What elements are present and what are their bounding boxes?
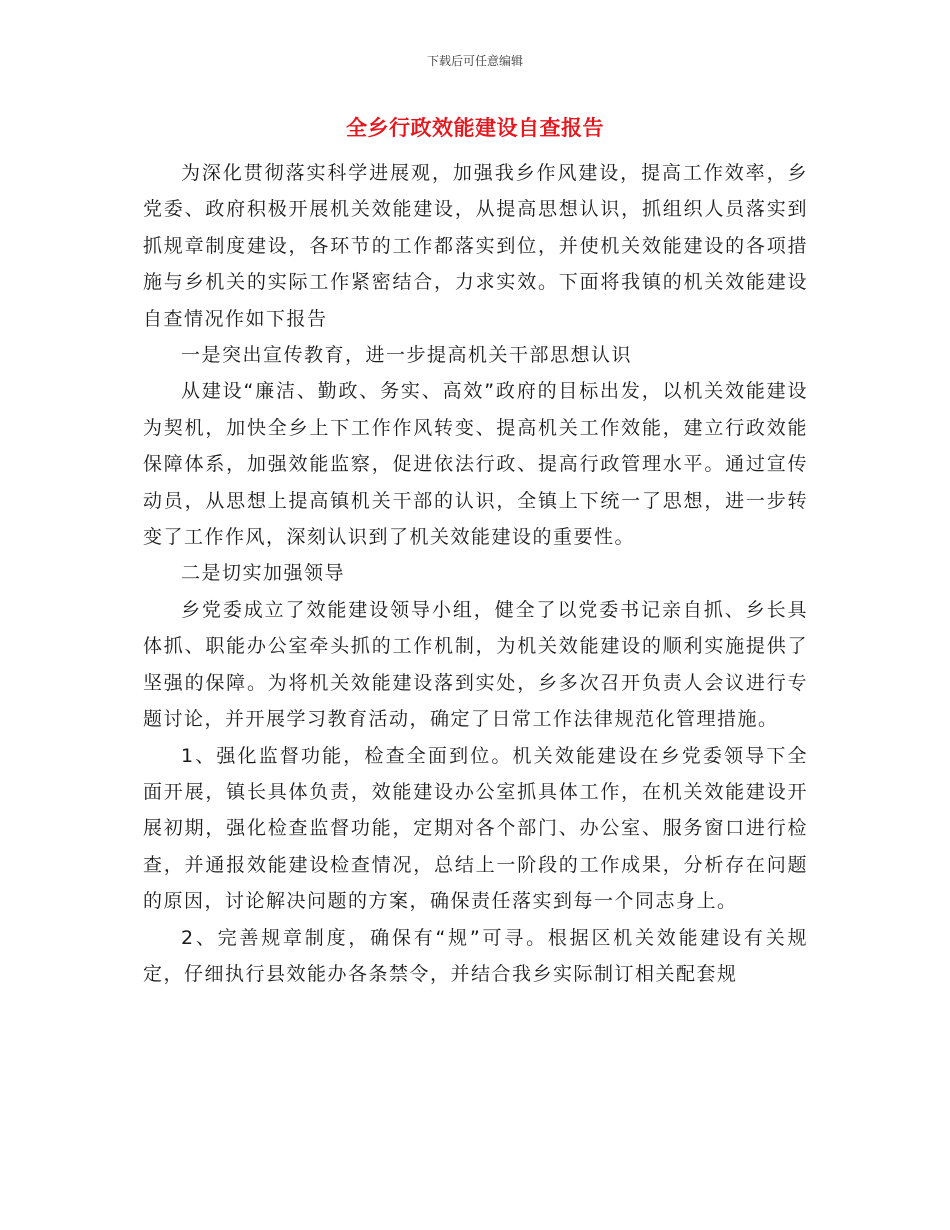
document-body <box>143 155 808 992</box>
paragraph-item-2: 2、完善规章制度，确保有“规”可寻。根据区机关效能建设有关规定，仔细执行县效能办各条禁令，并结合我乡实际制订相关配套规 <box>143 926 808 985</box>
header-note: 下载后可任意编辑 <box>426 54 523 68</box>
paragraph-intro: 为深化贯彻落实科学进展观，加强我乡作风建设，提高工作效率，乡党委、政府积极开展机关效能建设，从提高思想认识，抓组织人员落实到抓规章制度建设，各环节的工作都落实到位，并使机关效能建设的各项措施与乡机关的实际工作紧密结合，力求实效。下面将我镇的机关效能建设自查情况作如下报告 <box>143 162 808 330</box>
paragraph-item-1: 1、强化监督功能，检查全面到位。机关效能建设在乡党委领导下全面开展，镇长具体负责，效能建设办公室抓具体工作，在机关效能建设开展初期，强化检查监督功能，定期对各个部门、办公室、服务窗口进行检查，并通报效能建设检查情况，总结上一阶段的工作成果，分析存在问题的原因，讨论解决问题的方案，确保责任落实到每一个同志身上。 <box>143 744 808 913</box>
paragraph-one: 从建设“廉洁、勤政、务实、高效”政府的目标出发，以机关效能建设为契机，加快全乡上下工作作风转变、提高机关工作效能，建立行政效能保障体系，加强效能监察，促进依法行政、提高行政管理水平。通过宣传动员，从思想上提高镇机关干部的认识，全镇上下统一了思想，进一步转变了工作作风，深刻认识到了机关效能建设的重要性。 <box>143 380 808 549</box>
document-title: 全乡行政效能建设自查报告 <box>346 116 604 140</box>
paragraph-two: 乡党委成立了效能建设领导小组，健全了以党委书记亲自抓、乡长具体抓、职能办公室牵头抓的工作机制，为机关效能建设的顺利实施提供了坚强的保障。为将机关效能建设落到实处，乡多次召开负责人会议进行专题讨论，并开展学习教育活动，确定了日常工作法律规范化管理措施。 <box>143 598 808 731</box>
section-heading-two: 二是切实加强领导 <box>181 562 346 585</box>
section-heading-one: 一是突出宣传教育，进一步提高机关干部思想认识 <box>181 344 633 367</box>
